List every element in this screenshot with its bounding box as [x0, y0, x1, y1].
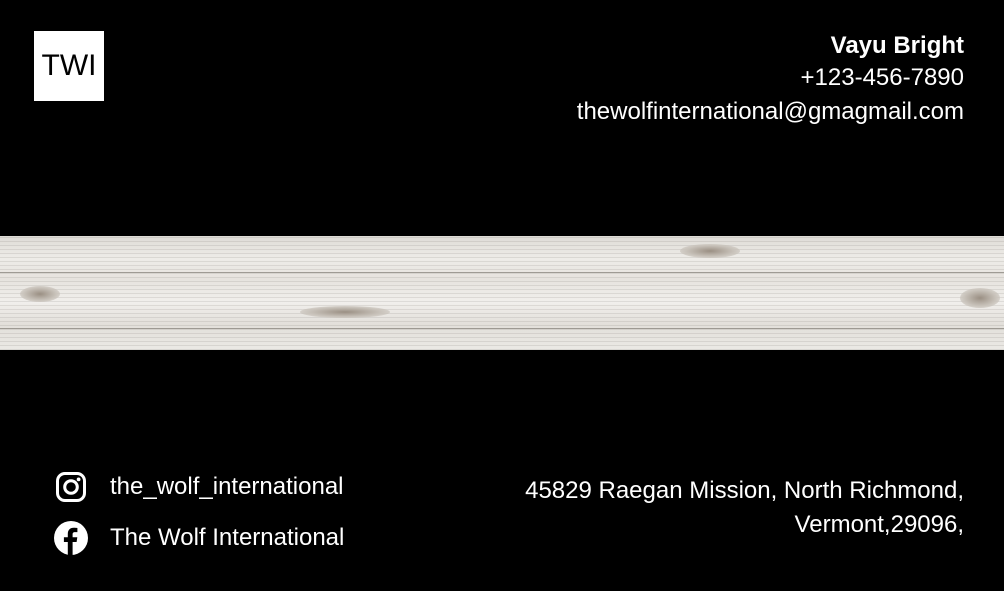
- wood-knot: [680, 244, 740, 258]
- facebook-link[interactable]: [54, 520, 344, 556]
- plank-seam: [0, 328, 1004, 329]
- wood-knot: [20, 286, 60, 302]
- logo-text: TWI: [41, 49, 97, 82]
- contact-email: thewolfinternational@gmagmail.com: [576, 98, 964, 125]
- social-links: [54, 469, 344, 571]
- instagram-link[interactable]: [54, 469, 344, 505]
- contact-info: [577, 30, 964, 129]
- address: [525, 474, 964, 542]
- facebook-handle: The Wolf International: [110, 524, 345, 551]
- instagram-icon: [54, 470, 88, 504]
- contact-phone: +123-456-7890: [800, 64, 964, 91]
- address-line-2: Vermont,29096,: [794, 511, 964, 538]
- facebook-icon: [54, 521, 88, 555]
- wood-knot: [960, 288, 1000, 308]
- wood-knot: [300, 306, 390, 318]
- contact-name: Vayu Bright: [830, 32, 964, 59]
- wood-plank-banner: [0, 236, 1004, 350]
- plank-seam: [0, 272, 1004, 273]
- instagram-handle: the_wolf_international: [110, 473, 344, 500]
- logo-box: [37, 34, 101, 98]
- logo: [34, 31, 104, 101]
- address-line-1: 45829 Raegan Mission, North Richmond,: [525, 477, 964, 504]
